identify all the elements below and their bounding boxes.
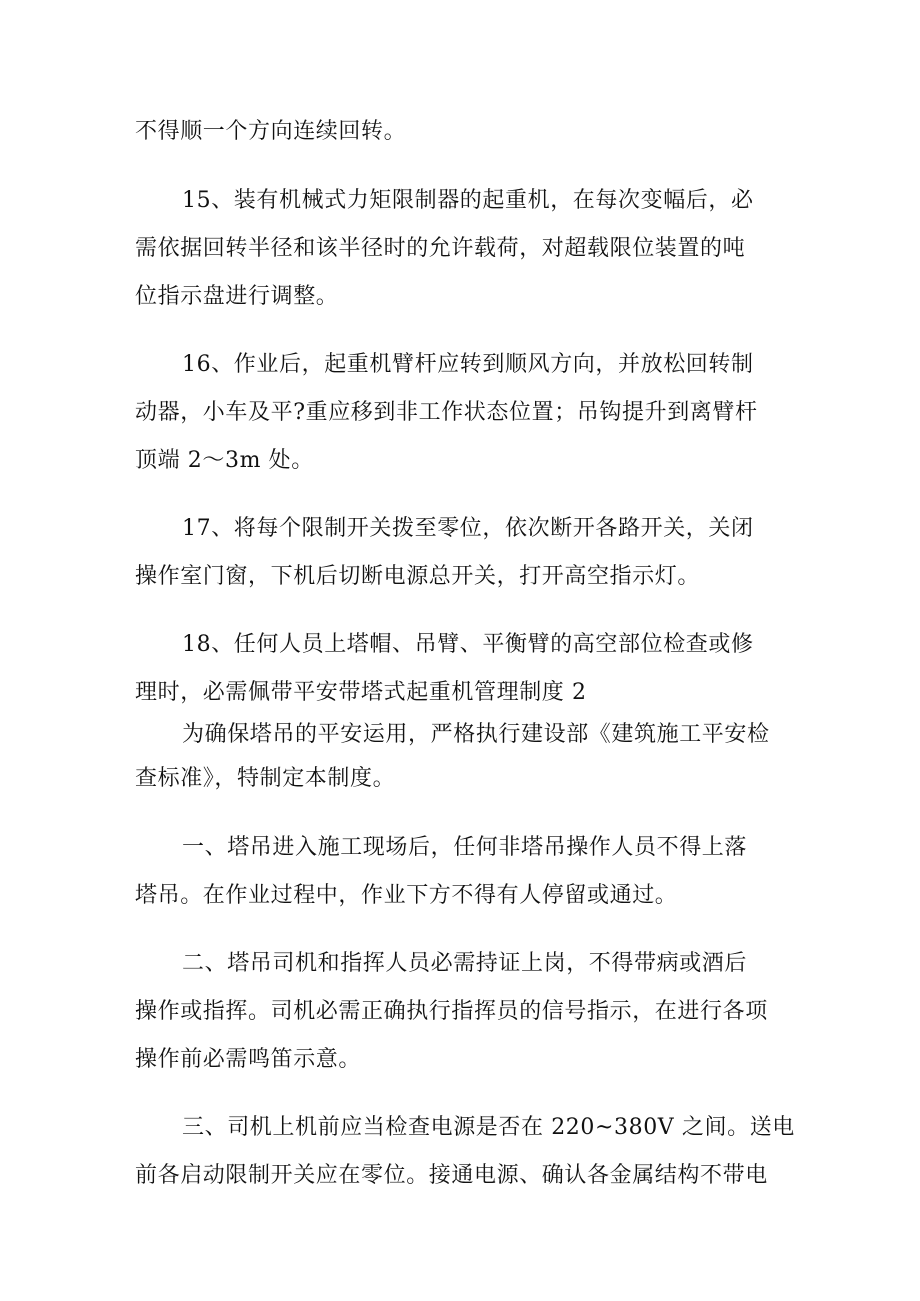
paragraph-18-line-1: 18、任何人员上塔帽、吊臂、平衡臂的高空部位检查或修 (182, 632, 754, 657)
section-3-line-1: 三、司机上机前应当检查电源是否在 220~380V 之间。送电 (182, 1115, 795, 1140)
paragraph-15-line-3: 位指示盘进行调整。 (135, 284, 339, 309)
paragraph-16-line-1: 16、作业后，起重机臂杆应转到顺风方向，并放松回转制 (182, 352, 754, 377)
section-1-line-2: 塔吊。在作业过程中，作业下方不得有人停留或通过。 (135, 883, 678, 908)
paragraph-17-line-1: 17、将每个限制开关拨至零位，依次断开各路开关，关闭 (182, 516, 754, 541)
section-1-line-1: 一、塔吊进入施工现场后，任何非塔吊操作人员不得上落 (182, 835, 748, 860)
intro-line-1: 为确保塔吊的平安运用，严格执行建设部《建筑施工平安检 (182, 722, 770, 747)
paragraph-18-line-2: 理时，必需佩带平安带塔式起重机管理制度 2 (135, 680, 587, 705)
section-2-line-2: 操作或指挥。司机必需正确执行指挥员的信号指示，在进行各项 (135, 999, 768, 1024)
intro-line-2: 查标准》，特制定本制度。 (135, 766, 396, 791)
paragraph-15-line-2: 需依据回转半径和该半径时的允许载荷，对超载限位装置的吨 (135, 236, 746, 261)
section-2-line-1: 二、塔吊司机和指挥人员必需持证上岗，不得带病或酒后 (182, 951, 748, 976)
paragraph-16-line-3: 顶端 2～3m 处。 (135, 448, 314, 473)
text-line: 不得顺一个方向连续回转。 (135, 119, 407, 144)
paragraph-16-line-2: 动器，小车及平?重应移到非工作状态位置；吊钩提升到离臂杆 (135, 400, 758, 425)
section-2-line-3: 操作前必需鸣笛示意。 (135, 1047, 362, 1072)
paragraph-15-line-1: 15、装有机械式力矩限制器的起重机，在每次变幅后，必 (182, 188, 754, 213)
paragraph-17-line-2: 操作室门窗，下机后切断电源总开关，打开高空指示灯。 (135, 564, 701, 589)
section-3-line-2: 前各启动限制开关应在零位。接通电源、确认各金属结构不带电 (135, 1163, 768, 1188)
